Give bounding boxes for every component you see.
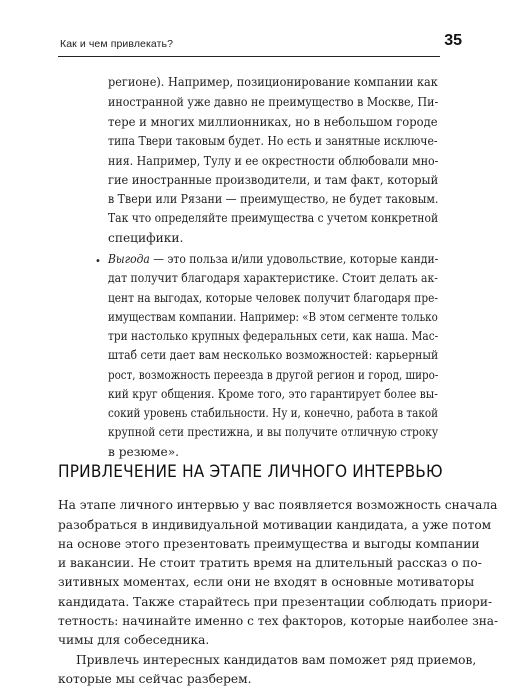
text-span: — это польза и/или удовольствие, которые канди- — [149, 252, 439, 266]
text-line: ния. Например, Тулу и ее окрестности облюбовали мно- — [108, 154, 439, 168]
text-line: тере и многих миллионниках, но в небольшом городе — [108, 115, 438, 129]
text-line: тетность: начинайте именно с тех факторов, которые наиболее зна- — [58, 614, 499, 628]
text-line: три настолько крупных федеральных сети, как наша. Мас- — [108, 329, 439, 343]
section-heading: ПРИВЛЕЧЕНИЕ НА ЭТАПЕ ЛИЧНОГО ИНТЕРВЬЮ — [58, 462, 443, 481]
text-line: зитивных моментах, если они не входят в основные мотиваторы — [58, 575, 475, 589]
text-line: Привлечь интересных кандидатов вам поможет ряд приемов, — [76, 653, 477, 667]
text-line: иностранной уже давно не преимущество в Москве, Пи- — [108, 95, 439, 109]
bullet-marker: • — [95, 256, 101, 267]
term-italic: Выгода — [108, 252, 150, 266]
text-line: разобраться в индивидуальной мотивации кандидата, а уже потом — [58, 518, 492, 532]
text-line: на основе этого презентовать преимущества и выгоды компании — [58, 537, 480, 551]
text-line: чимы для собеседника. — [58, 633, 210, 647]
page-number: 35 — [444, 32, 462, 49]
text-line: На этапе личного интервью у вас появляется возможность сначала — [58, 498, 498, 512]
text-line: сокий уровень стабильности. Ну и, конечно, работа в такой — [108, 406, 439, 420]
text-line: типа Твери таковым будет. Но есть и занятные исключе- — [108, 134, 438, 148]
text-line: регионе). Например, позиционирование компании как — [108, 75, 438, 89]
running-title: Как и чем привлекать? — [60, 38, 174, 50]
text-line: дат получит благодаря характеристике. Стоит делать ак- — [108, 271, 438, 285]
text-line: гие иностранные производители, и там факт, который — [108, 173, 439, 187]
text-line: цент на выгодах, которые человек получит благодаря пре- — [108, 291, 438, 305]
text-line: имуществам компании. Например: «В этом сегменте только — [108, 310, 438, 324]
running-header — [58, 36, 440, 57]
text-line: штаб сети дает вам несколько возможностей: карьерный — [108, 348, 439, 362]
text-line — [108, 252, 438, 267]
text-line: и вакансии. Не стоит тратить время на длительный рассказ о по- — [58, 556, 482, 570]
text-line: в Твери или Рязани — преимущество, не будет таковым. — [108, 192, 439, 206]
text-line: специфики. — [108, 231, 184, 245]
text-line: крупной сети престижна, и вы получите отличную строку — [108, 425, 439, 439]
text-line: Так что определяйте преимущества с учетом конкретной — [108, 211, 439, 225]
text-line: рост, возможность переезда в другой регион и город, широ- — [108, 368, 439, 382]
text-line: в резюме». — [108, 445, 180, 459]
text-line: кий круг общения. Кроме того, это гарантирует более вы- — [108, 387, 438, 401]
text-line: которые мы сейчас разберем. — [58, 672, 252, 686]
text-line: кандидата. Также старайтесь при презентации соблюдать приори- — [58, 595, 493, 609]
